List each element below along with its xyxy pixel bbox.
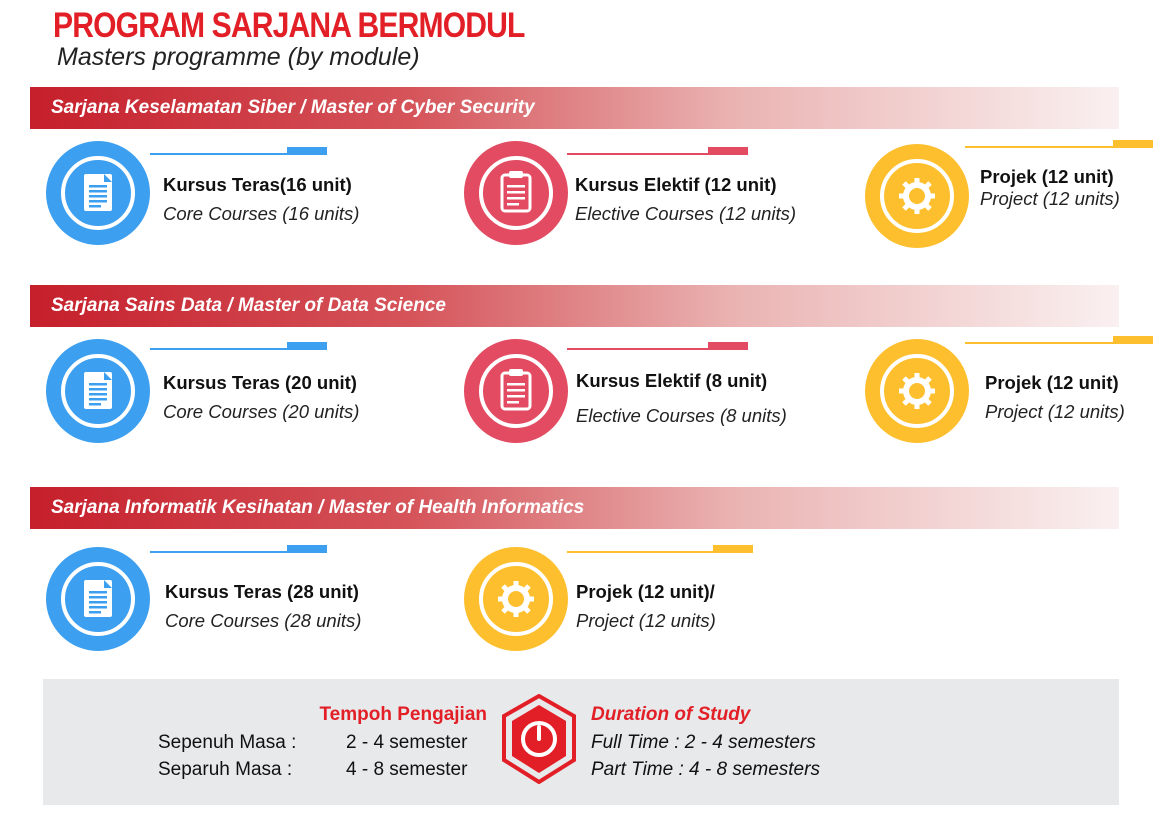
connector-accent <box>1113 336 1153 343</box>
elective-courses-subtitle: Elective Courses (12 units) <box>575 203 797 224</box>
elective-courses-title: Kursus Elektif (8 unit) <box>576 370 768 391</box>
connector-accent <box>287 342 327 349</box>
project-subtitle: Project (12 units) <box>980 188 1120 209</box>
duration-heading-malay: Tempoh Pengajian <box>319 704 487 725</box>
elective-courses-badge <box>464 339 568 443</box>
connector-accent <box>713 545 753 552</box>
full-time-value-malay: 2 - 4 semester <box>346 732 468 753</box>
core-courses-badge <box>46 547 150 651</box>
core-courses-title: Kursus Teras(16 unit) <box>163 174 352 195</box>
part-time-english: Part Time : 4 - 8 semesters <box>591 759 820 780</box>
core-courses-title: Kursus Teras (20 unit) <box>163 372 357 393</box>
elective-courses-subtitle: Elective Courses (8 units) <box>576 405 787 426</box>
programme-banner-data-science: Sarjana Sains Data / Master of Data Science <box>30 285 1119 327</box>
programme-banner-health-informatics: Sarjana Informatik Kesihatan / Master of Health Informatics <box>30 487 1119 529</box>
page-subtitle: Masters programme (by module) <box>57 43 420 71</box>
duration-heading-english: Duration of Study <box>591 704 751 725</box>
elective-courses-badge <box>464 141 568 245</box>
core-courses-subtitle: Core Courses (20 units) <box>163 401 360 422</box>
project-badge <box>865 144 969 248</box>
project-title: Projek (12 unit)/ <box>576 581 715 602</box>
connector-accent <box>287 545 327 552</box>
part-time-value-malay: 4 - 8 semester <box>346 759 468 780</box>
full-time-label-malay: Sepenuh Masa : <box>158 732 297 753</box>
page-title: PROGRAM SARJANA BERMODUL <box>53 6 525 45</box>
project-badge <box>464 547 568 651</box>
connector-accent <box>287 147 327 154</box>
project-title: Projek (12 unit) <box>985 372 1119 393</box>
project-subtitle: Project (12 units) <box>576 610 716 631</box>
document-icon <box>84 174 112 211</box>
core-courses-badge <box>46 141 150 245</box>
clock-icon <box>500 694 578 784</box>
core-courses-badge <box>46 339 150 443</box>
programme-banner-cyber-security: Sarjana Keselamatan Siber / Master of Cyber Security <box>30 87 1119 129</box>
part-time-label-malay: Separuh Masa : <box>158 759 293 780</box>
core-courses-subtitle: Core Courses (28 units) <box>165 610 362 631</box>
connector-accent <box>708 342 748 349</box>
core-courses-title: Kursus Teras (28 unit) <box>165 581 359 602</box>
document-icon <box>84 372 112 409</box>
full-time-english: Full Time : 2 - 4 semesters <box>591 732 816 753</box>
connector-accent <box>708 147 748 154</box>
document-icon <box>84 580 112 617</box>
project-subtitle: Project (12 units) <box>985 401 1125 422</box>
project-badge <box>865 339 969 443</box>
connector-accent <box>1113 140 1153 147</box>
elective-courses-title: Kursus Elektif (12 unit) <box>575 174 777 195</box>
core-courses-subtitle: Core Courses (16 units) <box>163 203 360 224</box>
project-title: Projek (12 unit) <box>980 166 1114 187</box>
